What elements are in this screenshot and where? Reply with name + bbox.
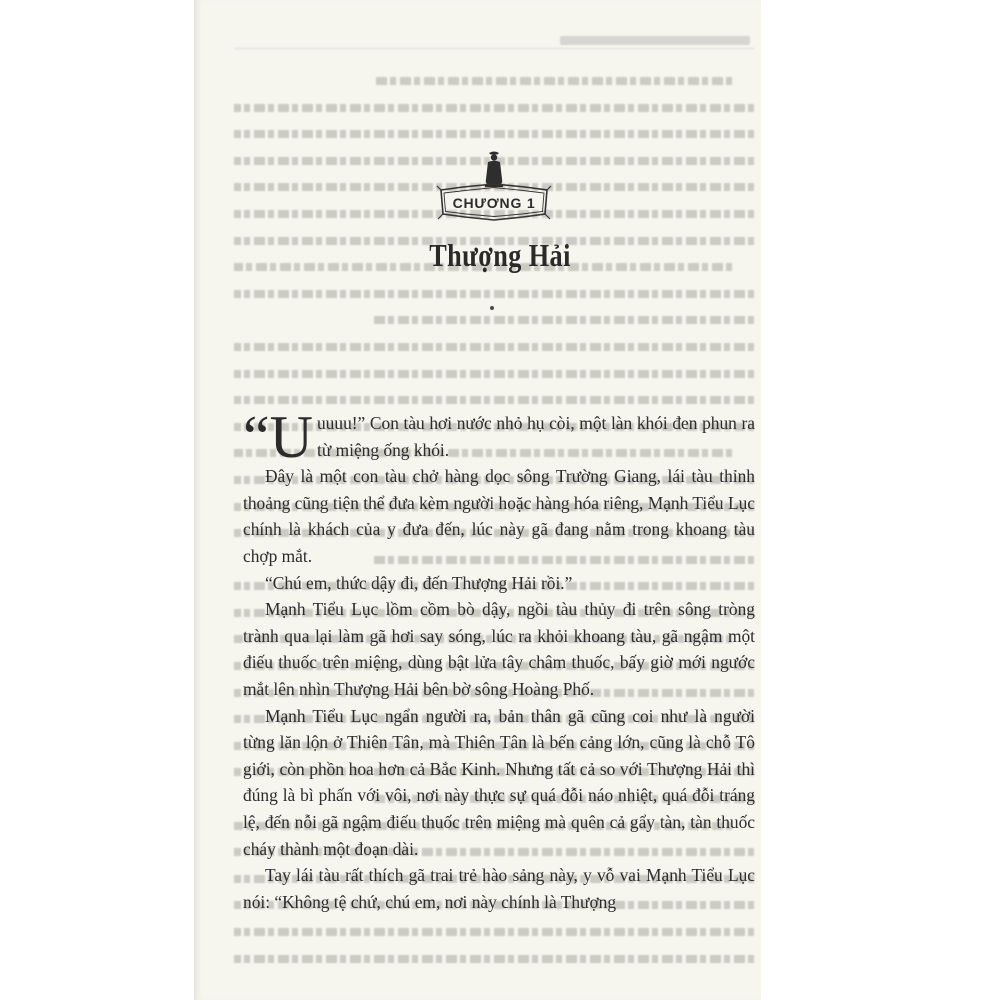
paragraph-6: Tay lái tàu rất thích gã trai trẻ hào sảng này, y vỗ vai Mạnh Tiểu Lục nói: “Không tệ chứ, chú em, nơi này chính là Thượng (243, 865, 755, 912)
drop-cap-letter: U (269, 404, 313, 470)
chapter-banner-text-wrap (435, 181, 553, 225)
drop-cap (243, 404, 313, 470)
chapter-title: Thượng Hải (429, 237, 571, 273)
bleed-through-line (234, 361, 754, 388)
bleed-through-line (234, 121, 754, 148)
paragraph-4: Mạnh Tiểu Lục lồm cồm bò dậy, ngồi tàu thủy đi trên sông tròng trành qua lại làm gã hơi say sóng, lúc ra khỏi khoang tàu, gã ngậm một điếu thuốc trên miệng, dùng bật lửa tây châm thuốc, bấy giờ mới ngước mắt lên nhìn Thượng Hải bên bờ sông Hoàng Phố. (243, 599, 755, 699)
chapter-label: CHƯƠNG 1 (452, 195, 536, 211)
bleed-through-header (234, 36, 754, 50)
paragraph-1 (243, 404, 755, 470)
book-page (194, 0, 761, 1000)
paragraph-2: Đây là một con tàu chở hàng dọc sông Trường Giang, lái tàu thỉnh thoảng cũng tiện thể đưa kèm người hoặc hàng hóa riêng, Mạnh Tiểu Lục chính là khách của y đưa đến, lúc này gã đang nằm trong khoang tàu chợp mắt. (243, 466, 755, 566)
bleed-through-line (234, 334, 754, 361)
drop-cap-quote: “ (243, 404, 270, 470)
title-dot (490, 306, 494, 310)
chapter-body (243, 404, 755, 915)
bleed-through-line (234, 68, 754, 95)
bleed-through-line (234, 307, 754, 334)
paragraph-1-text: uuuu!” Con tàu hơi nước nhỏ hụ còi, một làn khói đen phun ra từ miệng ống khói. (316, 413, 755, 460)
bleed-through-line (234, 95, 754, 122)
bleed-through-line (234, 919, 754, 946)
bleed-through-line (234, 281, 754, 308)
paragraph-3: “Chú em, thức dậy đi, đến Thượng Hải rồi.” (265, 572, 573, 593)
bleed-through-line (234, 946, 754, 973)
paragraph-5: Mạnh Tiểu Lục ngẩn người ra, bản thân gã cũng coi như là người từng lăn lộn ở Thiên Tân, mà Thiên Tân là bến cảng lớn, cũng là chỗ Tô giới, còn phồn hoa hơn cả Bắc Kinh. Nhưng tất cả so với Thượng Hải thì đúng là bì phấn với vôi, nơi này thực sự quá đỗi náo nhiệt, quá đỗi tráng lệ, đến nỗi gã ngậm điếu thuốc trên miệng mà quên cả gẩy tàn, tàn thuốc cháy thành một đoạn dài. (243, 705, 755, 859)
